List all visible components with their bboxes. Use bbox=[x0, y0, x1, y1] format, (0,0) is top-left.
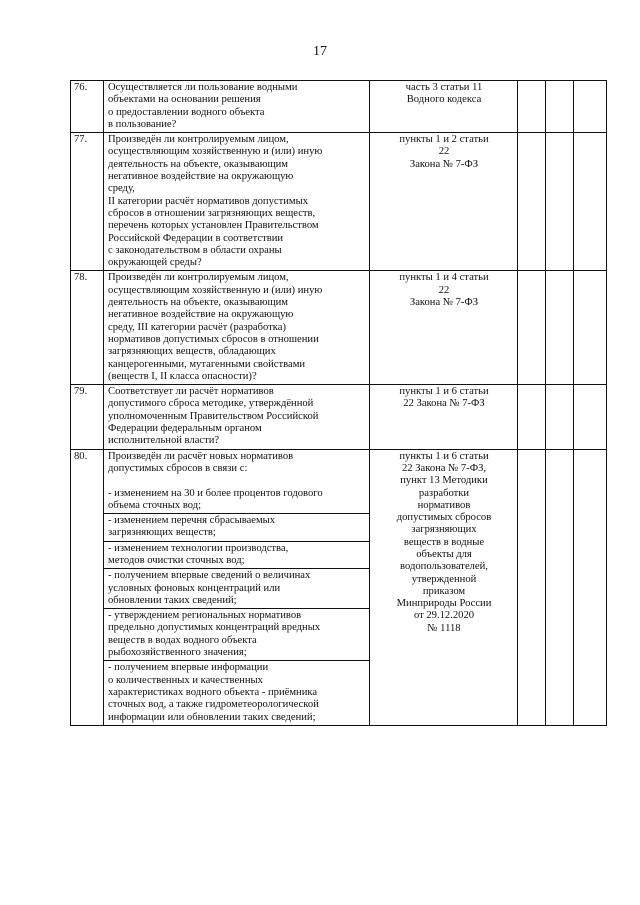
question-line: характеристиках водного объекта - приёмника bbox=[108, 686, 318, 698]
answer-no-cell[interactable] bbox=[546, 81, 574, 133]
question-line: допустимых сбросов в связи с: bbox=[108, 462, 248, 474]
reference-line: пункты 1 и 4 статьи bbox=[399, 272, 489, 284]
item-number: 80. bbox=[71, 449, 104, 725]
question-line: Произведён ли контролируемым лицом, bbox=[108, 272, 289, 284]
reference-line: допустимых сбросов bbox=[396, 512, 492, 524]
reference-line: № 1118 bbox=[427, 622, 461, 634]
answer-yes-cell[interactable] bbox=[518, 449, 546, 725]
reference-line: веществ в водные bbox=[403, 536, 485, 548]
question-line: Федерации федеральным органом bbox=[108, 423, 262, 435]
reference-line: водопользователей, bbox=[400, 561, 488, 573]
question-line: - получением впервые сведений о величинах bbox=[108, 570, 311, 582]
answer-na-cell[interactable] bbox=[574, 271, 607, 385]
question-line: в пользование? bbox=[108, 118, 177, 130]
checklist-table bbox=[70, 80, 607, 726]
answer-na-cell[interactable] bbox=[574, 133, 607, 271]
question-line: Российской Федерации в соответствии bbox=[108, 232, 284, 244]
question-line: осуществляющим хозяйственную и (или) иную bbox=[108, 146, 323, 158]
reference-line: пункт 13 Методики bbox=[400, 475, 488, 487]
table-row bbox=[71, 81, 607, 133]
legal-reference bbox=[370, 81, 518, 133]
question-line: (веществ I, II класса опасности)? bbox=[108, 370, 257, 382]
reference-line: 22 Закона № 7-ФЗ, bbox=[401, 462, 487, 474]
table-row bbox=[71, 385, 607, 449]
question-line: Соответствует ли расчёт нормативов bbox=[108, 386, 274, 398]
reference-line: объекты для bbox=[416, 548, 472, 560]
reference-line: 22 Закона № 7-ФЗ bbox=[403, 398, 485, 410]
reference-line: от 29.12.2020 bbox=[413, 610, 475, 622]
question-line: негативное воздействие на окружающую bbox=[108, 171, 294, 183]
sub-condition bbox=[104, 514, 370, 542]
legal-reference bbox=[370, 385, 518, 449]
sub-condition bbox=[104, 661, 370, 725]
question-line: среду, III категории расчёт (разработка) bbox=[108, 321, 287, 333]
reference-line: разработки bbox=[418, 487, 470, 499]
answer-na-cell[interactable] bbox=[574, 81, 607, 133]
reference-line: пункты 1 и 6 статьи bbox=[399, 450, 489, 462]
question-line: негативное воздействие на окружающую bbox=[108, 309, 294, 321]
question-line: среду, bbox=[108, 183, 135, 195]
legal-reference bbox=[370, 449, 518, 725]
reference-line: нормативов bbox=[417, 499, 471, 511]
answer-no-cell[interactable] bbox=[546, 271, 574, 385]
question-line: сточных вод, а также гидрометеорологической bbox=[108, 699, 319, 711]
question-line: исполнительной власти? bbox=[108, 435, 220, 447]
reference-line: 22 bbox=[438, 146, 450, 158]
question-line: загрязняющих веществ, обладающих bbox=[108, 346, 276, 358]
answer-no-cell[interactable] bbox=[546, 449, 574, 725]
question-line: веществ в водах водного объекта bbox=[108, 634, 257, 646]
item-number: 76. bbox=[71, 81, 104, 133]
reference-line: загрязняющих bbox=[411, 524, 477, 536]
question-text bbox=[104, 271, 370, 385]
sub-condition bbox=[104, 609, 370, 661]
question-line: условных фоновых концентраций или bbox=[108, 582, 281, 594]
question-line: деятельность на объекте, оказывающим bbox=[108, 297, 289, 309]
question-line: загрязняющих веществ; bbox=[108, 527, 216, 539]
answer-yes-cell[interactable] bbox=[518, 81, 546, 133]
question-line: с законодательством в области охраны bbox=[108, 244, 282, 256]
item-number: 78. bbox=[71, 271, 104, 385]
question-line: II категории расчёт нормативов допустимых bbox=[108, 195, 309, 207]
question-line: осуществляющим хозяйственную и (или) иную bbox=[108, 284, 323, 296]
question-text bbox=[104, 385, 370, 449]
question-line: информации или обновлении таких сведений; bbox=[108, 711, 316, 723]
question-text bbox=[104, 81, 370, 133]
question-line: Произведён ли расчёт новых нормативов bbox=[108, 450, 294, 462]
question-line: деятельность на объекте, оказывающим bbox=[108, 158, 289, 170]
reference-line: утвержденной bbox=[411, 573, 477, 585]
reference-line: Закона № 7-ФЗ bbox=[409, 158, 479, 170]
question-line: - изменением перечня сбрасываемых bbox=[108, 515, 276, 527]
question-line: объема сточных вод; bbox=[108, 499, 202, 511]
question-line: сбросов в отношении загрязняющих веществ, bbox=[108, 207, 316, 219]
question-line: уполномоченным Правительством Российской bbox=[108, 410, 319, 422]
answer-yes-cell[interactable] bbox=[518, 271, 546, 385]
question-line: - утверждением региональных нормативов bbox=[108, 610, 302, 622]
question-line: Осуществляется ли пользование водными bbox=[108, 82, 298, 93]
question-line: - получением впервые информации bbox=[108, 662, 269, 674]
answer-na-cell[interactable] bbox=[574, 449, 607, 725]
answer-yes-cell[interactable] bbox=[518, 133, 546, 271]
answer-no-cell[interactable] bbox=[546, 385, 574, 449]
reference-line: пункты 1 и 2 статьи bbox=[399, 134, 489, 146]
question-line: допустимого сброса методике, утверждённой bbox=[108, 398, 314, 410]
reference-line: 22 bbox=[438, 284, 450, 296]
question-line: предельно допустимых концентраций вредных bbox=[108, 622, 321, 634]
reference-line: Минприроды России bbox=[396, 598, 492, 610]
question-line: нормативов допустимых сбросов в отношении bbox=[108, 333, 319, 345]
item-number: 79. bbox=[71, 385, 104, 449]
legal-reference bbox=[370, 271, 518, 385]
page-number: 17 bbox=[313, 44, 327, 59]
question-line: рыбохозяйственного значения; bbox=[108, 647, 247, 659]
legal-reference bbox=[370, 133, 518, 271]
question-line: канцерогенными, мутагенными свойствами bbox=[108, 358, 306, 370]
question-line: - изменением на 30 и более процентов годового bbox=[108, 487, 323, 499]
question-line: Произведён ли контролируемым лицом, bbox=[108, 134, 289, 146]
reference-line: Закона № 7-ФЗ bbox=[409, 297, 479, 309]
answer-no-cell[interactable] bbox=[546, 133, 574, 271]
question-line: окружающей среды? bbox=[108, 257, 202, 269]
question-line: о предоставлении водного объекта bbox=[108, 106, 265, 118]
table-row bbox=[71, 449, 607, 513]
question-line: объектами на основании решения bbox=[108, 94, 261, 106]
question-line: перечень которых установлен Правительством bbox=[108, 220, 319, 232]
reference-line: приказом bbox=[422, 585, 466, 597]
question-text bbox=[104, 133, 370, 271]
question-line bbox=[108, 475, 366, 487]
reference-line: Водного кодекса bbox=[406, 94, 482, 106]
reference-line: часть 3 статьи 11 bbox=[405, 82, 483, 93]
table-row bbox=[71, 271, 607, 385]
answer-yes-cell[interactable] bbox=[518, 385, 546, 449]
question-line: методов очистки сточных вод; bbox=[108, 554, 245, 566]
question-line: обновлении таких сведений; bbox=[108, 594, 237, 606]
sub-condition bbox=[104, 569, 370, 609]
question-text bbox=[104, 449, 370, 513]
sub-condition bbox=[104, 541, 370, 569]
table-row bbox=[71, 133, 607, 271]
question-line: - изменением технологии производства, bbox=[108, 542, 289, 554]
reference-line: пункты 1 и 6 статьи bbox=[399, 386, 489, 398]
item-number: 77. bbox=[71, 133, 104, 271]
question-line: о количественных и качественных bbox=[108, 674, 263, 686]
answer-na-cell[interactable] bbox=[574, 385, 607, 449]
